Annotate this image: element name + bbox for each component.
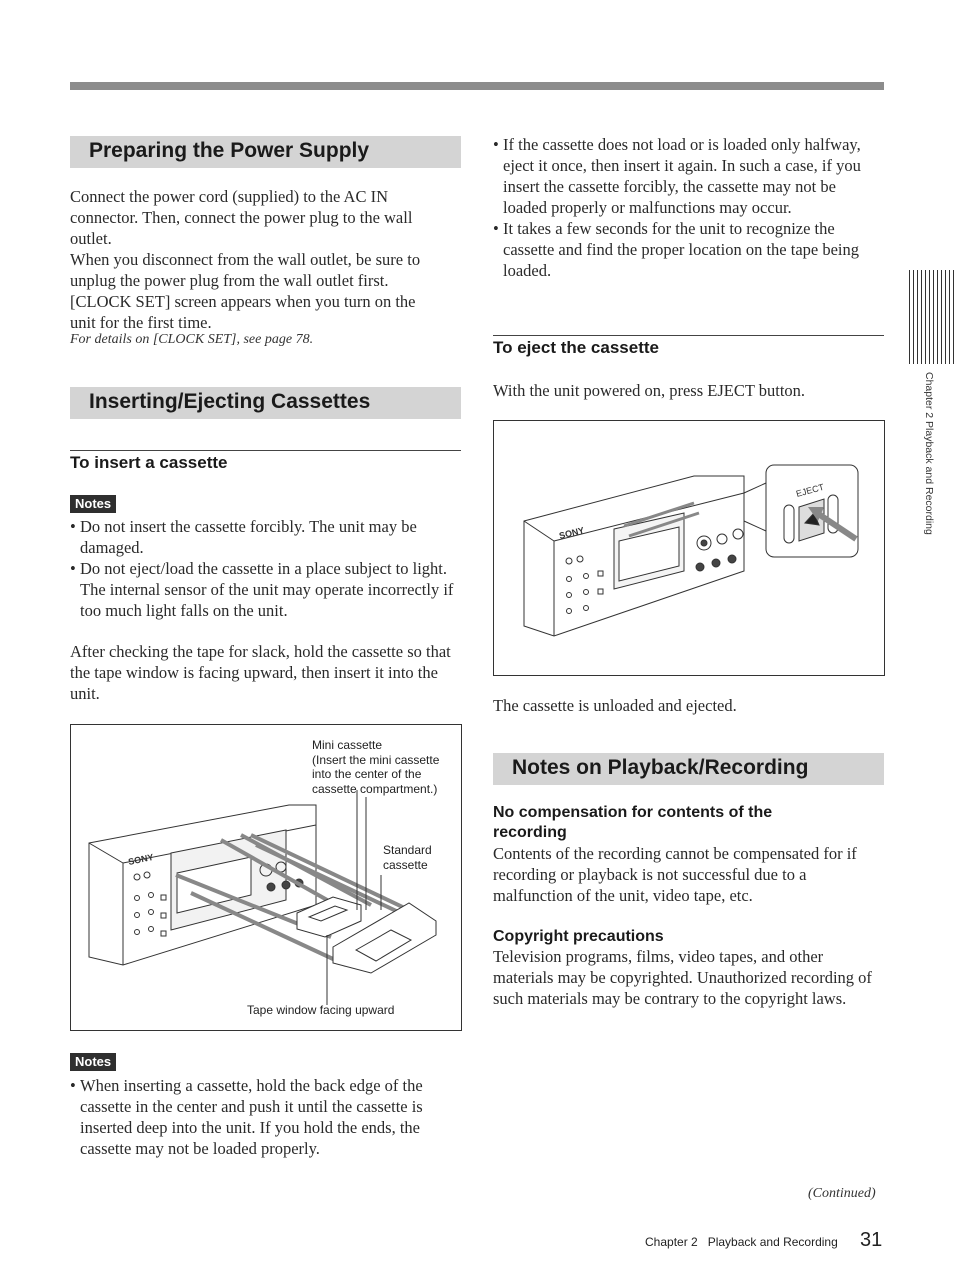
list-item: • It takes a few seconds for the unit to recognize the cassette and find the proper location on the tape being loaded. bbox=[493, 218, 884, 281]
list-item: • If the cassette does not load or is loaded only halfway, eject it once, then insert it again. In such a case, if you insert the cassette forcibly, the cassette may not be loaded properly or malfunctions may occur. bbox=[493, 134, 884, 218]
heading-text: Preparing the Power Supply bbox=[89, 139, 370, 162]
caption-line: Standard bbox=[383, 843, 432, 857]
clock-set-reference: For details on [CLOCK SET], see page 78. bbox=[70, 332, 314, 347]
section-heading-playback bbox=[493, 753, 884, 785]
caption-line: (Insert the mini cassette bbox=[312, 752, 440, 767]
footer-chapter: Chapter 2 Playback and Recording bbox=[645, 1235, 838, 1249]
eject-instruction: With the unit powered on, press EJECT button. bbox=[493, 381, 806, 400]
eject-figure bbox=[493, 420, 885, 676]
brand-logo: SONY bbox=[127, 851, 155, 867]
continued-label: (Continued) bbox=[808, 1186, 876, 1201]
insert-cassette-figure bbox=[70, 724, 462, 1031]
caption-line: into the center of the bbox=[312, 767, 422, 781]
no-compensation-text: Contents of the recording cannot be compensated for if recording or playback is not successful due to a malfunction of the unit, video tape, etc. bbox=[493, 844, 857, 905]
insert-notes2-list bbox=[70, 1075, 454, 1159]
mini-cassette-label bbox=[312, 738, 457, 796]
copyright-text: Television programs, films, video tapes, and other materials may be copyrighted. Unauthorized recording of such materials may be contrary to the copyright laws. bbox=[493, 947, 872, 1008]
power-line: outlet. bbox=[70, 229, 112, 248]
heading-text: Inserting/Ejecting Cassettes bbox=[89, 390, 371, 413]
insert-instruction: After checking the tape for slack, hold the cassette so that the tape window is facing upward, then insert it into the unit. bbox=[70, 642, 451, 703]
eject-label: EJECT bbox=[794, 481, 826, 499]
tape-window-label: Tape window facing upward bbox=[247, 1003, 395, 1017]
eject-result: The cassette is unloaded and ejected. bbox=[493, 696, 737, 715]
notes-badge: Notes bbox=[70, 495, 116, 513]
subheading-rule bbox=[70, 450, 461, 451]
power-paragraph bbox=[70, 186, 470, 333]
caption-line: cassette bbox=[383, 857, 428, 872]
insert-subheading: To insert a cassette bbox=[70, 453, 228, 472]
page-number: 31 bbox=[860, 1229, 883, 1251]
eject-subheading: To eject the cassette bbox=[493, 338, 659, 357]
list-item: • Do not insert the cassette forcibly. The unit may be damaged. bbox=[70, 516, 454, 558]
insert-notes-list bbox=[70, 516, 454, 621]
power-line: unit for the first time. bbox=[70, 313, 212, 332]
standard-cassette-label bbox=[383, 843, 453, 872]
section-heading-power bbox=[70, 136, 461, 168]
copyright-heading: Copyright precautions bbox=[493, 928, 664, 945]
list-item: • When inserting a cassette, hold the back edge of the cassette in the center and push it until the cassette is inserted deep into the unit. If you hold the ends, the cassette may not be loaded properly. bbox=[70, 1075, 454, 1159]
list-item: • Do not eject/load the cassette in a place subject to light. The internal sensor of the unit may operate incorrectly if too much light falls on the unit. bbox=[70, 558, 454, 621]
power-line: connector. Then, connect the power plug to the wall bbox=[70, 208, 413, 227]
chapter-tab-stripes bbox=[909, 270, 954, 364]
vcr-eject-illustration bbox=[494, 421, 884, 675]
chapter-side-label: Chapter 2 Playback and Recording bbox=[923, 372, 935, 535]
power-line: Connect the power cord (supplied) to the AC IN bbox=[70, 187, 389, 206]
caption-line: Mini cassette bbox=[312, 738, 383, 752]
section-heading-inserting bbox=[70, 387, 461, 419]
subheading-rule bbox=[493, 335, 884, 336]
top-rule bbox=[70, 82, 884, 90]
power-line: [CLOCK SET] screen appears when you turn on the bbox=[70, 292, 416, 311]
brand-logo: SONY bbox=[558, 525, 586, 541]
power-line: unplug the power plug from the wall outlet first. bbox=[70, 271, 389, 290]
caption-line: cassette compartment.) bbox=[312, 781, 438, 796]
power-line: When you disconnect from the wall outlet, be sure to bbox=[70, 250, 421, 269]
notes-badge: Notes bbox=[70, 1053, 116, 1071]
cassette-load-bullets bbox=[493, 134, 884, 281]
no-compensation-heading: No compensation for contents of the recording bbox=[493, 804, 773, 841]
heading-text: Notes on Playback/Recording bbox=[512, 756, 809, 779]
